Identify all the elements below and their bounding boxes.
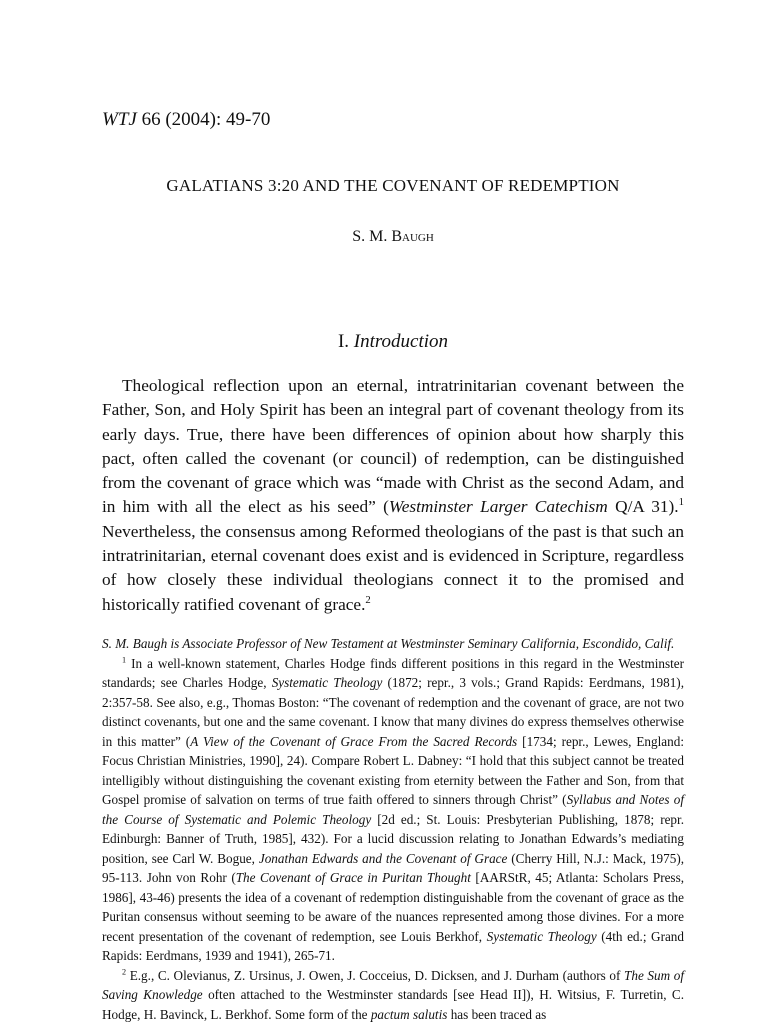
footnote-1-text: (Cherry Hill, N.J.: Mack, 1975), 95-113. John von Rohr (: [102, 850, 685, 885]
footnote-1-text: (4th ed.; Grand Rapids: Eerdmans, 1939 and 1941), 265-71.: [102, 928, 684, 963]
footnote-2-term: pactum salutis: [370, 1006, 448, 1022]
footnote-1-title: The Covenant of Grace in Puritan Thought: [235, 870, 471, 885]
article-author: [102, 228, 684, 246]
body-text-3: Nevertheless, the consensus among Reformed theologians of the past is that such an intratrinitarian, eternal covenant does exist and is evidenced in Scripture, regardless of how closely these individual theologians connect it to the promised and historically ratified covenant of grace.: [102, 521, 684, 614]
journal-citation: [102, 108, 270, 132]
footnote-1-title: Systematic Theology: [486, 928, 597, 944]
footnote-2-text: E.g., C. Olevianus, Z. Ursinus, J. Owen, J. Cocceius, D. Dicksen, and J. Durham (authors of: [126, 967, 625, 983]
body-text-1: Theological reflection upon an eternal, intratrinitarian covenant between the Father, Son, and Holy Spirit has been an integral part of covenant theology from its early days. True, there have been differences of opinion about how sharply this pact, often called the covenant (or council) of redemption, can be distinguished from the covenant of grace which was “made with Christ as the second Adam, and in him with all the elect as his seed” (: [102, 376, 684, 517]
body-text-2: Q/A 31).: [607, 497, 679, 517]
footnote-1: [102, 654, 684, 966]
footnote-1-mark: 1: [122, 655, 127, 665]
body-paragraph: [102, 374, 684, 617]
volume-pages: 66 (2004): 49-70: [136, 109, 271, 130]
author-affiliation: S. M. Baugh is Associate Professor of New Testament at Westminster Seminary California, Escondido, Calif.: [102, 636, 675, 651]
author-surname: Baugh: [391, 228, 434, 245]
footnote-ref-2[interactable]: 2: [365, 593, 371, 606]
footnote-ref-1[interactable]: 1: [678, 496, 684, 509]
footnote-2-title: The Sum of Saving Knowledge: [102, 967, 684, 1002]
footnote-1-text: [2d ed.; St. Louis: Presbyterian Publishing, 1878; repr. Edinburgh: Banner of Truth, 1985], 432). For a lucid discussion relating to Jonathan Edwards’s mediating position, see Carl W. Bogue,: [102, 811, 684, 866]
footnote-1-title: Systematic Theology: [271, 675, 383, 690]
footnote-1-text: [1734; repr., Lewes, England: Focus Christian Ministries, 1990], 24). Compare Robert L. Dabney: “I hold that this subject cannot be treated intelligibly without distinguishing the covenant existing from eternity between the Father and Son, from that Gospel promise of salvation on terms of true faith offered to sinners through Christ” (: [102, 733, 684, 807]
footnote-1-title: A View of the Covenant of Grace From the Sacred Records: [190, 733, 518, 749]
journal-abbreviation: WTJ: [102, 109, 137, 130]
section-number: I.: [337, 331, 354, 352]
footnote-1-text: (1872; repr., 3 vols.; Grand Rapids: Eerdmans, 1981), 2:357-58. See also, e.g., Thomas Boston: “The covenant of redemption and the covenant of grace, are not two distinct covenants, but one and the same covenant. I know that many divines do express themselves otherwise in this matter” (: [102, 675, 684, 749]
section-title: Introduction: [353, 331, 449, 352]
footnote-2-mark: 2: [122, 967, 127, 977]
footnote-1-text: In a well-known statement, Charles Hodge finds different positions in this regard in the Westminster standards; see Charles Hodge,: [102, 655, 684, 690]
footnote-1-title: Jonathan Edwards and the Covenant of Grace: [258, 850, 508, 866]
article-title: GALATIANS 3:20 AND THE COVENANT OF REDEMPTION: [166, 176, 620, 195]
footnote-1-text: [AARStR, 45; Atlanta: Scholars Press, 1986], 43-46) presents the idea of a covenant of redemption distinguishable from the covenant of grace as the Puritan consensus without seeming to be aware of the nuances represented among those divines. For a more recent presentation of the covenant of redemption, see Louis Berkhof,: [102, 870, 684, 944]
footnote-2-text: has been traced as: [447, 1006, 547, 1022]
footnotes: [102, 634, 684, 1024]
footnote-2-text: often attached to the Westminster standards [see Head II]), H. Witsius, F. Turretin, C. Hodge, H. Bavinck, L. Berkhof. Some form of the: [102, 987, 685, 1022]
footnote-1-title: Syllabus and Notes of the Course of Systematic and Polemic Theology: [102, 792, 684, 827]
author-initials: S. M.: [352, 228, 392, 245]
section-heading: [102, 331, 684, 353]
catechism-title: Westminster Larger Catechism: [388, 497, 608, 517]
footnote-2: [102, 966, 684, 1024]
